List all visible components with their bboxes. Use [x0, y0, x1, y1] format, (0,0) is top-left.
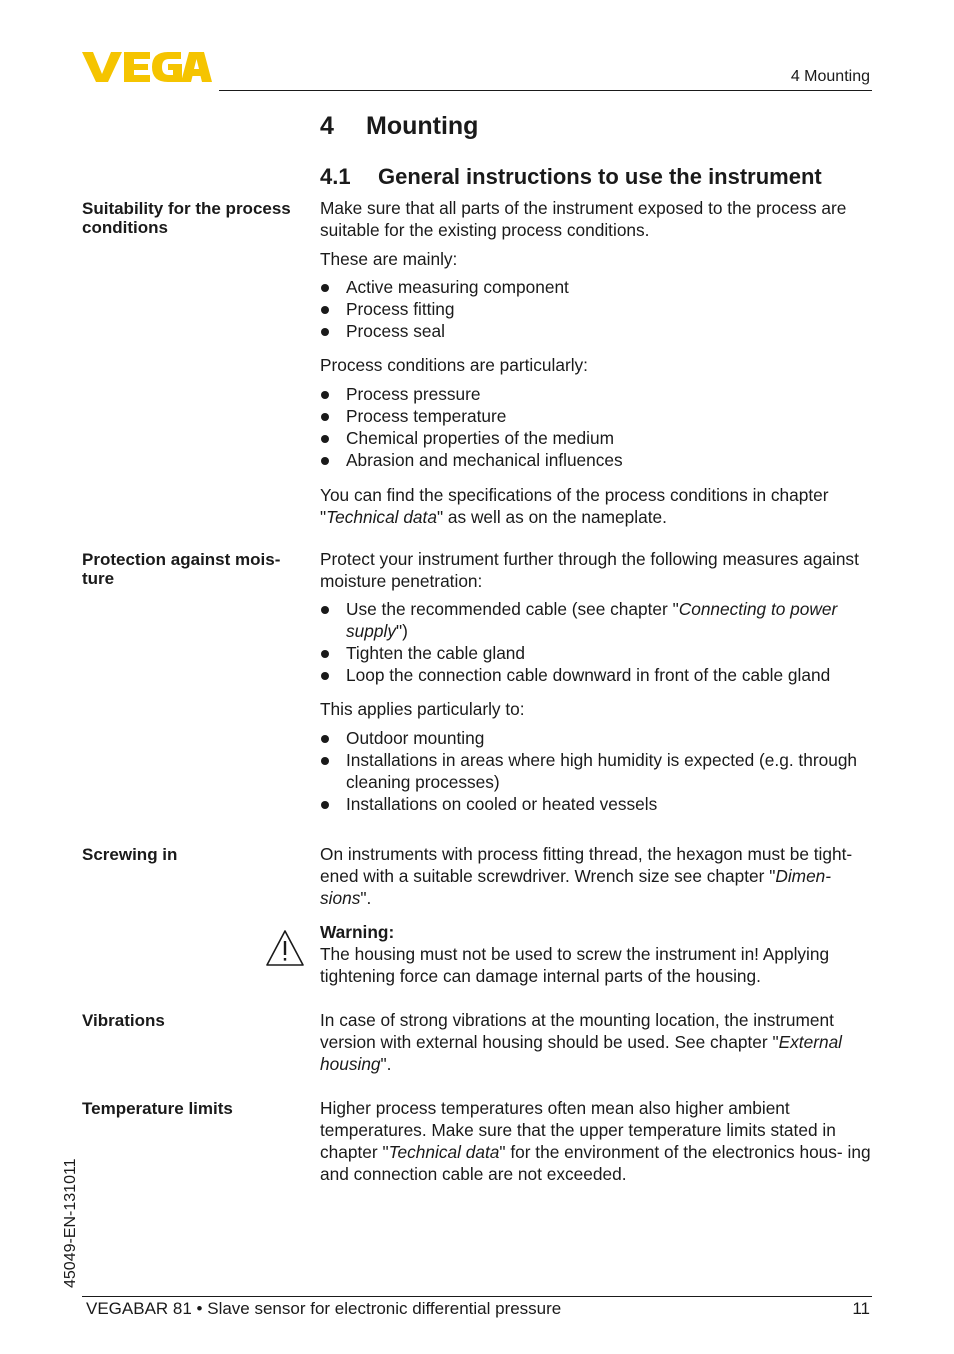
list-item: Process fitting	[320, 298, 876, 320]
warning-title: Warning:	[320, 922, 395, 942]
chapter-heading	[320, 112, 478, 141]
vibrations-section	[320, 1009, 876, 1075]
chapter-title: Mounting	[366, 112, 479, 140]
page-number: 11	[852, 1299, 870, 1318]
vibrations-label: Vibrations	[82, 1011, 165, 1030]
list-item: Process seal	[320, 320, 876, 342]
list-item: Active measuring component	[320, 276, 876, 298]
mainly-list	[320, 276, 876, 342]
text-run: Use the recommended cable (see chapter "	[346, 599, 679, 619]
warning-triangle-icon	[265, 929, 305, 967]
moisture-list	[320, 598, 876, 686]
screwing-label: Screwing in	[82, 845, 178, 864]
moisture-intro: Protect your instrument further through the following measures against moisture penetration:	[320, 549, 859, 591]
warning-text: The housing must not be used to screw the instrument in! Applying tightening force can damage internal parts of the housing.	[320, 944, 830, 986]
temperature-text	[320, 1097, 876, 1185]
header-section-title: 4 Mounting	[790, 68, 870, 85]
suitability-intro: Make sure that all parts of the instrument exposed to the process are suitable for the existing process conditions.	[320, 198, 847, 240]
suitability-reference	[320, 484, 876, 528]
suitability-section	[320, 197, 876, 528]
conditions-list	[320, 383, 876, 471]
text-run: ".	[360, 888, 372, 908]
list-item: Process temperature	[320, 405, 876, 427]
list-item: Process pressure	[320, 383, 876, 405]
text-run: " for the environment of the electronics hous- ing and connection cable are not exceeded.	[320, 1142, 871, 1184]
moisture-section	[320, 548, 876, 815]
list-item: Installations on cooled or heated vessels	[320, 793, 876, 815]
text-run: ".	[380, 1054, 392, 1074]
vibrations-text	[320, 1009, 876, 1075]
vega-logo	[82, 50, 212, 84]
text-run: Higher process temperatures often mean also higher ambient temperatures. Make sure that the upper temperature limits stated in chapter "	[320, 1098, 836, 1162]
subchapter-heading	[320, 164, 822, 190]
text-run: " as well as on the nameplate.	[436, 507, 667, 527]
chapter-number: 4	[320, 112, 334, 140]
document-id: 45049-EN-131011	[62, 1158, 79, 1288]
temperature-section	[320, 1097, 876, 1185]
footer-rule	[82, 1296, 872, 1297]
screwing-section	[320, 843, 876, 987]
chapter-reference: External housing	[320, 1032, 843, 1074]
chapter-reference: Technical data	[388, 1142, 500, 1162]
temperature-label: Temperature limits	[82, 1099, 233, 1118]
moisture-label: Protection against mois- ture	[82, 550, 281, 588]
chapter-reference: Dimen- sions	[320, 866, 832, 908]
conditions-label: Process conditions are particularly:	[320, 355, 588, 375]
text-run: In case of strong vibrations at the mounting location, the instrument version with external housing should be used. See chapter "	[320, 1010, 834, 1052]
list-item: Chemical properties of the medium	[320, 427, 876, 449]
applies-list	[320, 727, 876, 815]
list-item: Loop the connection cable downward in front of the cable gland	[320, 664, 876, 686]
suitability-label: Suitability for the process conditions	[82, 199, 291, 237]
list-item: Outdoor mounting	[320, 727, 876, 749]
applies-label: This applies particularly to:	[320, 699, 525, 719]
footer-title: VEGABAR 81 • Slave sensor for electronic differential pressure	[86, 1299, 562, 1318]
list-item: Tighten the cable gland	[320, 642, 876, 664]
text-run: You can find the specifications of the process conditions in chapter "	[320, 485, 829, 527]
list-item: Abrasion and mechanical influences	[320, 449, 876, 471]
mainly-label: These are mainly:	[320, 249, 458, 269]
chapter-reference: Technical data	[326, 507, 437, 527]
chapter-reference: Connecting to power supply	[346, 599, 838, 641]
header-rule	[219, 90, 872, 91]
subchapter-title: General instructions to use the instrument	[378, 164, 822, 189]
list-item	[320, 598, 876, 642]
list-item: Installations in areas where high humidity is expected (e.g. through cleaning processes)	[320, 749, 876, 793]
text-run: On instruments with process fitting thread, the hexagon must be tight- ened with a suitable screwdriver. Wrench size see chapter "	[320, 844, 853, 886]
text-run: ")	[395, 621, 408, 641]
screwing-text	[320, 843, 876, 909]
subchapter-number: 4.1	[320, 164, 351, 189]
